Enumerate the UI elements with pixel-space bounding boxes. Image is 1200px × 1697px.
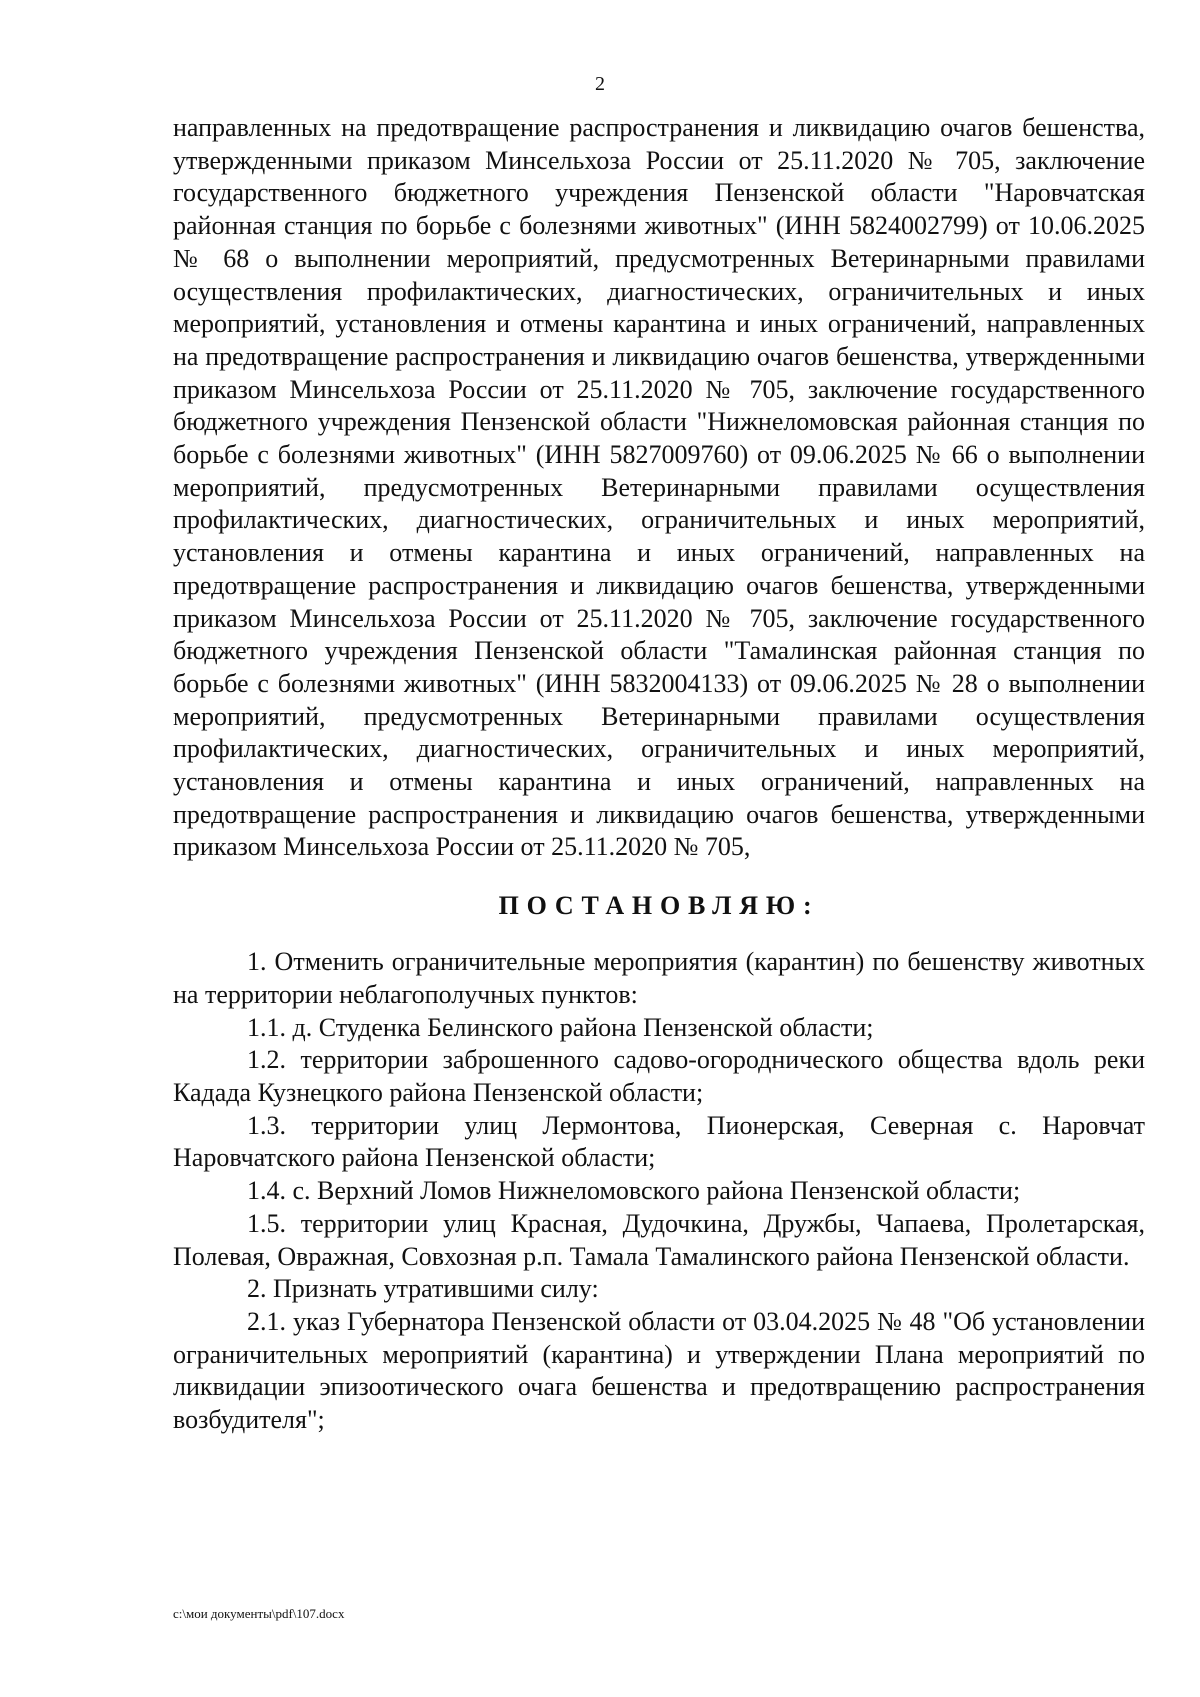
clause-1-1: 1.1. д. Студенка Белинского района Пензенской области; — [247, 1012, 874, 1042]
preamble-paragraph: направленных на предотвращение распространения и ликвидацию очагов бешенства, утвержденными приказом Минсельхоза России от 25.11.2020 № 705, заключение государственного бюджетного учреждения Пензенской области "Наровчатская районная станция по борьбе с болезнями животных" (ИНН 5824002799) от 10.06.2025 № 68 о выполнении мероприятий, предусмотренных Ветеринарными правилами осуществления профилактических, диагностических, ограничительных и иных мероприятий, установления и отмены карантина и иных ограничений, направленных на предотвращение распространения и ликвидацию очагов бешенства, утвержденными приказом Минсельхоза России от 25.11.2020 № 705, заключение государственного бюджетного учреждения Пензенской области "Нижнеломовская районная станция по борьбе с болезнями животных" (ИНН 5827009760) от 09.06.2025 № 66 о выполнении мероприятий, предусмотренных Ветеринарными правилами осуществления профилактических, диагностических, ограничительных и иных мероприятий, установления и отмены карантина и иных ограничений, направленных на предотвращение распространения и ликвидацию очагов бешенства, утвержденными приказом Минсельхоза России от 25.11.2020 № 705, заключение государственного бюджетного учреждения Пензенской области "Тамалинская районная станция по борьбе с болезнями животных" (ИНН 5832004133) от 09.06.2025 № 28 о выполнении мероприятий, предусмотренных Ветеринарными правилами осуществления профилактических, диагностических, ограничительных и иных мероприятий, установления и отмены карантина и иных ограничений, направленных на предотвращение распространения и ликвидацию очагов бешенства, утвержденными приказом Минсельхоза России от 25.11.2020 № 705, — [173, 113, 1145, 862]
footer-file-path: c:\мои документы\pdf\107.docx — [173, 1606, 345, 1621]
clause-1-3: 1.3. территории улиц Лермонтова, Пионерская, Северная с. Наровчат Наровчатского района Пензенской области; — [173, 1110, 1145, 1173]
resolution-heading: ПОСТАНОВЛЯЮ: — [498, 891, 820, 921]
clause-1-2: 1.2. территории заброшенного садово-огороднического общества вдоль реки Кадада Кузнецкого района Пензенской области; — [173, 1045, 1145, 1107]
clause-1-5: 1.5. территории улиц Красная, Дудочкина, Дружбы, Чапаева, Пролетарская, Полевая, Овражная, Совхозная р.п. Тамала Тамалинского района Пензенской области. — [173, 1208, 1145, 1271]
page-number: 2 — [595, 73, 605, 95]
clause-1: 1. Отменить ограничительные мероприятия (карантин) по бешенству животных на территории неблагополучных пунктов: — [173, 947, 1145, 1009]
document-body — [173, 112, 1145, 1437]
clause-2: 2. Признать утратившими силу: — [247, 1274, 599, 1304]
clause-1-4: 1.4. с. Верхний Ломов Нижнеломовского района Пензенской области; — [247, 1176, 1021, 1206]
clause-2-1: 2.1. указ Губернатора Пензенской области от 03.04.2025 № 48 "Об установлении ограничительных мероприятий (карантина) и утверждении Плана мероприятий по ликвидации эпизоотического очага бешенства и предотвращению распространения возбудителя"; — [173, 1306, 1145, 1435]
